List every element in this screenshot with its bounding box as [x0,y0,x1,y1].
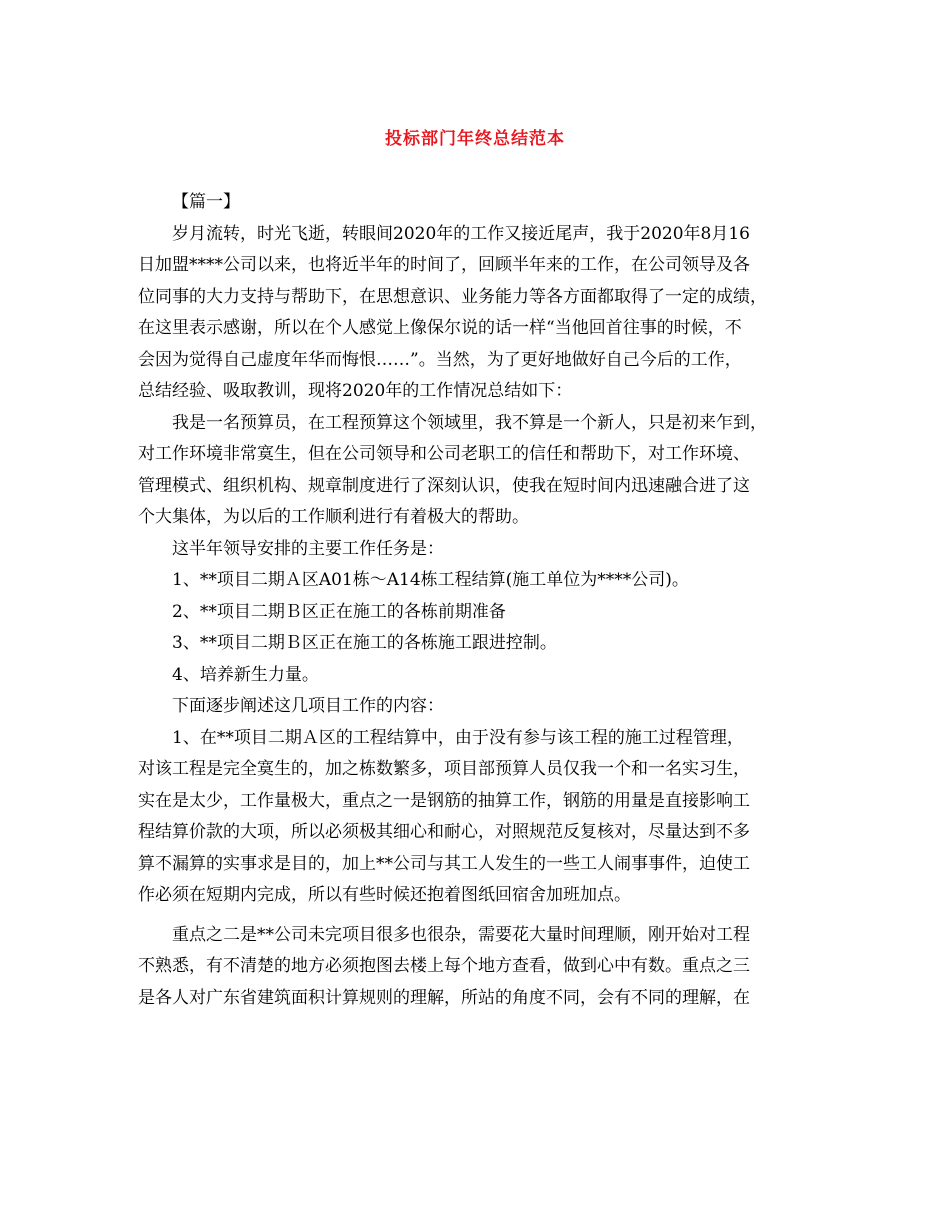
list-item-3 [138,628,828,660]
text-line: 岁月流转，时光飞逝，转眼间2020年的工作又接近尾声，我于2020年8月16 [172,223,750,244]
paragraph-5 [138,723,828,912]
text-line: 实在是太少，工作量极大，重点之一是钢筋的抽算工作，钢筋的用量是直接影响工 [138,790,750,811]
text-line: 2、**项目二期Ｂ区正在施工的各栋前期准备 [172,601,506,622]
text-line: 是各人对广东省建筑面积计算规则的理解，所站的角度不同，会有不同的理解，在 [138,987,750,1008]
text-line: 3、**项目二期Ｂ区正在施工的各栋施工跟进控制。 [172,633,557,653]
text-line: 总结经验、吸取教训，现将2020年的工作情况总结如下： [138,381,573,401]
text-line: 个大集体，为以后的工作顺利进行有着极大的帮助。 [138,507,529,527]
text-line: 1、**项目二期Ａ区A01栋～A14栋工程结算(施工单位为****公司)。 [172,570,689,590]
text-line: 对该工程是完全寞生的，加之栋数繁多，项目部预算人员仅我一个和一名实习生， [138,759,750,779]
paragraph-4 [138,691,828,723]
document-title: 投标部门年终总结范本 [385,129,565,149]
text-line: 算不漏算的实事求是目的，加上**公司与其工人发生的一些工人闹事事件，迫使工 [138,853,750,874]
text-line: 作必须在短期内完成，所以有些时候还抱着图纸回宿舍加班加点。 [138,885,631,905]
text-line: 这半年领导安排的主要工作任务是： [172,538,444,559]
text-line: 会因为觉得自己虚度年华而悔恨……”。当然，为了更好地做好自己今后的工作， [138,349,742,370]
text-line: 日加盟****公司以来，也将近半年的时间了，回顾半年来的工作，在公司领导及各 [138,255,750,275]
list-item-1 [138,565,828,597]
text-line: 下面逐步阐述这几项目工作的内容： [172,696,444,716]
text-line: 位同事的大力支持与帮助下，在思想意识、业务能力等各方面都取得了一定的成绩， [138,286,767,307]
text-line: 我是一名预算员，在工程预算这个领域里，我不算是一个新人，只是初来乍到， [172,412,767,433]
text-line: 4、培养新生力量。 [172,664,319,685]
text-line: 1、在**项目二期Ａ区的工程结算中，由于没有参与该工程的施工过程管理， [172,727,744,748]
text-line: 管理模式、组织机构、规章制度进行了深刻认识，使我在短时间内迅速融合进了这 [138,475,750,496]
text-line: 在这里表示感谢，所以在个人感觉上像保尔说的话一样“当他回首往事的时候，不 [138,318,742,338]
text-line: 程结算价款的大项，所以必须极其细心和耐心，对照规范反复核对，尽量达到不多 [138,822,750,842]
list-item-2 [138,597,828,629]
text-line: 对工作环境非常寞生，但在公司领导和公司老职工的信任和帮助下，对工作环境、 [138,444,750,464]
paragraph-6 [138,920,828,1015]
paragraph-2 [138,408,828,534]
document-body [138,187,828,1014]
paragraph-1 [138,219,828,408]
paragraph-3 [138,534,828,566]
text-line: 重点之二是**公司未完项目很多也很杂，需要花大量时间理顺，刚开始对工程 [172,924,750,945]
text-line: 不熟悉，有不清楚的地方必须抱图去楼上每个地方查看，做到心中有数。重点之三 [138,956,750,976]
list-item-4 [138,660,828,692]
section-heading: 【篇一】 [172,192,240,212]
